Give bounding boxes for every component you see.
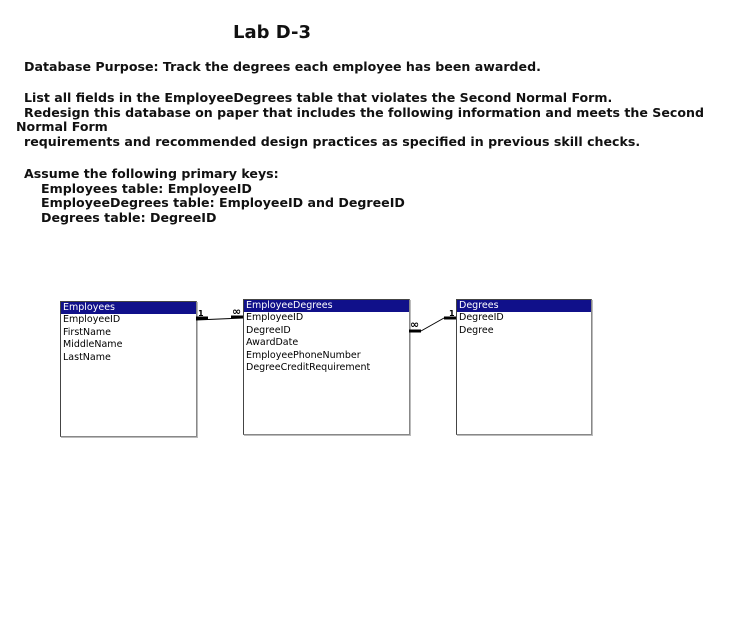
employeedegrees-to-degrees-relationship[interactable] (409, 309, 456, 331)
field-degree[interactable]: Degree (459, 324, 494, 336)
page-title: Lab D-3 (232, 22, 312, 43)
degrees-table-title[interactable]: Degrees (457, 300, 591, 312)
many-cardinality-label: ∞ (410, 318, 420, 331)
employee-degrees-table-title[interactable]: EmployeeDegrees (244, 300, 409, 312)
instruction-line-3: Normal Form (16, 119, 108, 134)
key-degrees: Degrees table: DegreeID (41, 209, 217, 225)
instruction-line-4: requirements and recommended design practices as specified in previous skill checks. (24, 133, 641, 149)
employees-to-employeedegrees-relationship[interactable] (196, 305, 243, 320)
keys-heading: Assume the following primary keys: (24, 166, 279, 181)
instruction-line-2: Redesign this database on paper that includes the following information and meets the Second (24, 104, 704, 120)
many-cardinality-label: ∞ (232, 305, 242, 318)
one-cardinality-label: 1 (449, 309, 455, 318)
key-employees: Employees table: EmployeeID (41, 180, 252, 196)
field-middlename[interactable]: MiddleName (63, 339, 123, 350)
key-employee-degrees: EmployeeDegrees table: EmployeeID and DegreeID (41, 195, 405, 210)
field-employeeid[interactable]: EmployeeID (63, 314, 121, 325)
field-employeephonenumber[interactable]: EmployeePhoneNumber (246, 349, 361, 361)
one-cardinality-label: 1 (198, 309, 204, 318)
field-awarddate[interactable]: AwardDate (246, 337, 299, 348)
field-degreeid[interactable]: DegreeID (459, 312, 504, 323)
field-degreecreditrequirement[interactable]: DegreeCreditRequirement (246, 362, 371, 373)
field-degreeid[interactable]: DegreeID (246, 324, 291, 336)
field-firstname[interactable]: FirstName (63, 326, 112, 338)
field-lastname[interactable]: LastName (63, 351, 111, 363)
instruction-line-1: List all fields in the EmployeeDegrees table that violates the Second Normal Form. (24, 90, 613, 105)
employees-table-title[interactable]: Employees (61, 302, 196, 314)
purpose-text: Database Purpose: Track the degrees each employee has been awarded. (24, 59, 541, 74)
field-employeeid[interactable]: EmployeeID (246, 312, 304, 323)
